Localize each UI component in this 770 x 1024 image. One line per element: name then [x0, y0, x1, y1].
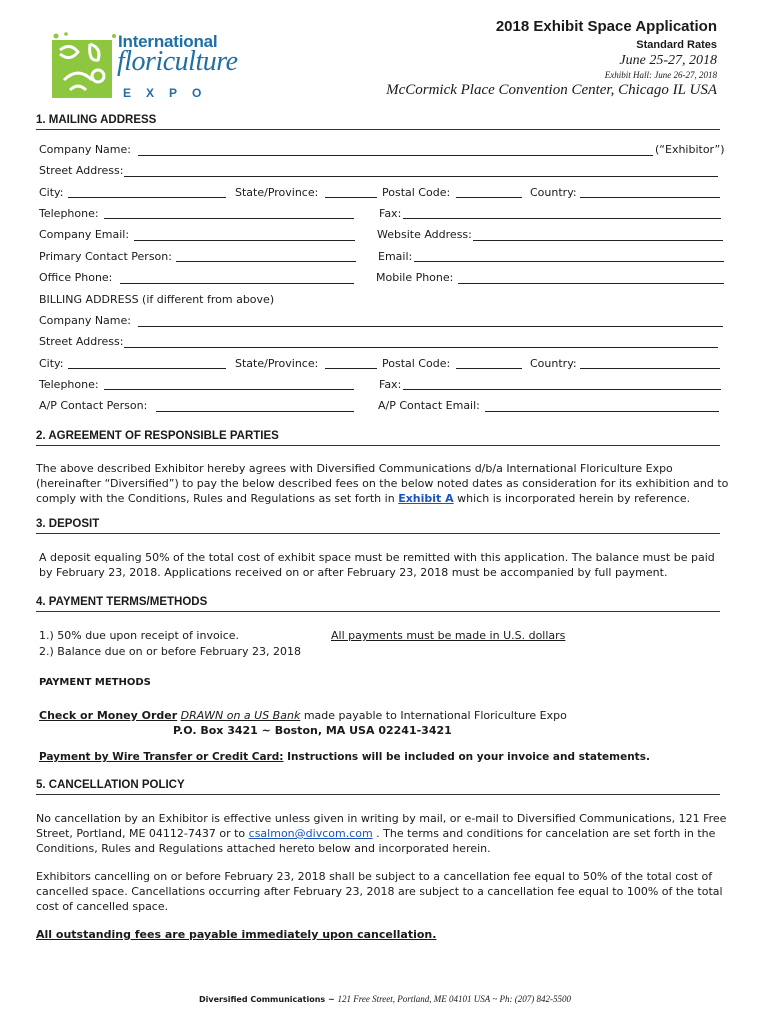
state-label: State/Province: [235, 186, 319, 199]
fax-label: Fax: [379, 207, 402, 220]
website-field[interactable] [473, 240, 723, 241]
cancellation-text-1: No cancellation by an Exhibitor is effective unless given in writing by mail, or e-mail to Diversified Communications, 121 Free Street, Portland, ME 04112-7437 or to csalmon@divcom.com . The terms and conditions for cancelation are set forth in the Conditions, Rules and Regulations attached hereto below and incorporated herein. [36, 812, 727, 855]
state-field[interactable] [325, 197, 377, 198]
company-email-field[interactable] [134, 240, 355, 241]
deposit-text: A deposit equaling 50% of the total cost of exhibit space must be remitted with this application. The balance must be paid by February 23, 2018. Applications received on or after February 23, 2018 must be accompanied by full payment. [39, 551, 715, 579]
city-label: City: [39, 186, 64, 199]
billing-country-field[interactable] [580, 368, 720, 369]
payment-term-1: 1.) 50% due upon receipt of invoice. [39, 629, 240, 642]
company-email-label: Company Email: [39, 228, 130, 241]
mobile-phone-label: Mobile Phone: [376, 271, 454, 284]
website-label: Website Address: [377, 228, 472, 241]
billing-street-label: Street Address: [39, 335, 124, 348]
street-label: Street Address: [39, 164, 124, 177]
country-field[interactable] [580, 197, 720, 198]
billing-fax-field[interactable] [403, 389, 721, 390]
exhibit-hall-dates: Exhibit Hall: June 26-27, 2018 [604, 70, 717, 80]
primary-contact-field[interactable] [176, 261, 356, 262]
check-line: Check or Money Order DRAWN on a US Bank made payable to International Floriculture Expo [39, 709, 567, 722]
billing-address-label: BILLING ADDRESS (if different from above) [39, 293, 275, 306]
primary-contact-label: Primary Contact Person: [39, 250, 172, 263]
fax-field[interactable] [403, 218, 721, 219]
street-field[interactable] [124, 176, 718, 177]
country-label: Country: [530, 186, 577, 199]
exhibit-a-link[interactable]: Exhibit A [398, 492, 454, 505]
cancellation-text-3: All outstanding fees are payable immediately upon cancellation. [36, 928, 437, 941]
email-label: Email: [378, 250, 413, 263]
event-dates: June 25-27, 2018 [619, 53, 717, 68]
mobile-phone-field[interactable] [458, 283, 724, 284]
email-field[interactable] [414, 261, 724, 262]
billing-state-field[interactable] [325, 368, 377, 369]
rates-label: Standard Rates [636, 39, 717, 51]
billing-postal-field[interactable] [456, 368, 522, 369]
logo-text-expo: EXPO [123, 86, 217, 100]
agreement-text: The above described Exhibitor hereby agrees with Diversified Communications d/b/a International Floriculture Expo (hereinafter “Diversified”) to pay the below described fees on the below noted dates as consideration for its exhibition and to comply with the Conditions, Rules and Regulations as set forth in Exhibit A which is incorporated herein by reference. [36, 462, 729, 505]
billing-city-label: City: [39, 357, 64, 370]
ap-contact-label: A/P Contact Person: [39, 399, 148, 412]
city-field[interactable] [68, 197, 226, 198]
billing-telephone-field[interactable] [104, 389, 354, 390]
billing-postal-label: Postal Code: [382, 357, 451, 370]
billing-company-name-label: Company Name: [39, 314, 131, 327]
po-box: P.O. Box 3421 ~ Boston, MA USA 02241-3421 [173, 724, 452, 737]
payment-methods-label: PAYMENT METHODS [39, 677, 151, 688]
email-link[interactable]: csalmon@divcom.com [248, 827, 373, 840]
billing-state-label: State/Province: [235, 357, 319, 370]
billing-fax-label: Fax: [379, 378, 402, 391]
billing-company-name-field[interactable] [138, 326, 723, 327]
ap-email-field[interactable] [485, 411, 719, 412]
postal-label: Postal Code: [382, 186, 451, 199]
billing-street-field[interactable] [124, 347, 718, 348]
billing-city-field[interactable] [68, 368, 226, 369]
company-name-field[interactable] [138, 155, 653, 156]
logo-text-floriculture: floriculture [117, 46, 238, 77]
office-phone-label: Office Phone: [39, 271, 113, 284]
usd-note: All payments must be made in U.S. dollars [331, 629, 566, 642]
venue: McCormick Place Convention Center, Chicago IL USA [386, 82, 717, 98]
payment-term-2: 2.) Balance due on or before February 23, 2018 [39, 645, 301, 658]
section-deposit-heading: 3. DEPOSIT [36, 518, 720, 534]
exhibitor-note: (“Exhibitor”) [655, 143, 725, 156]
ap-contact-field[interactable] [156, 411, 354, 412]
section-agreement-heading: 2. AGREEMENT OF RESPONSIBLE PARTIES [36, 430, 720, 446]
billing-telephone-label: Telephone: [39, 378, 99, 391]
telephone-field[interactable] [104, 218, 354, 219]
logo-text-international: International [118, 32, 218, 51]
telephone-label: Telephone: [39, 207, 99, 220]
section-payment-heading: 4. PAYMENT TERMS/METHODS [36, 596, 720, 612]
page-title: 2018 Exhibit Space Application [495, 18, 717, 35]
cancellation-text-2: Exhibitors cancelling on or before February 23, 2018 shall be subject to a cancellation fee equal to 50% of the total cost of cancelled space. Cancellations occurring after February 23, 2018 are subject to a cancellation fee equal to 100% of the total cost of cancelled space. [36, 870, 723, 913]
section-cancellation-heading: 5. CANCELLATION POLICY [36, 779, 720, 795]
billing-country-label: Country: [530, 357, 577, 370]
wire-line: Payment by Wire Transfer or Credit Card: Instructions will be included on your invoice and statements. [39, 751, 650, 763]
section-mailing-heading: 1. MAILING ADDRESS [36, 114, 720, 130]
company-name-label: Company Name: [39, 143, 131, 156]
ap-email-label: A/P Contact Email: [378, 399, 480, 412]
postal-field[interactable] [456, 197, 522, 198]
footer: Diversified Communications ~ 121 Free Street, Portland, ME 04101 USA ~ Ph: (207) 842-5500 [199, 994, 571, 1004]
office-phone-field[interactable] [120, 283, 354, 284]
